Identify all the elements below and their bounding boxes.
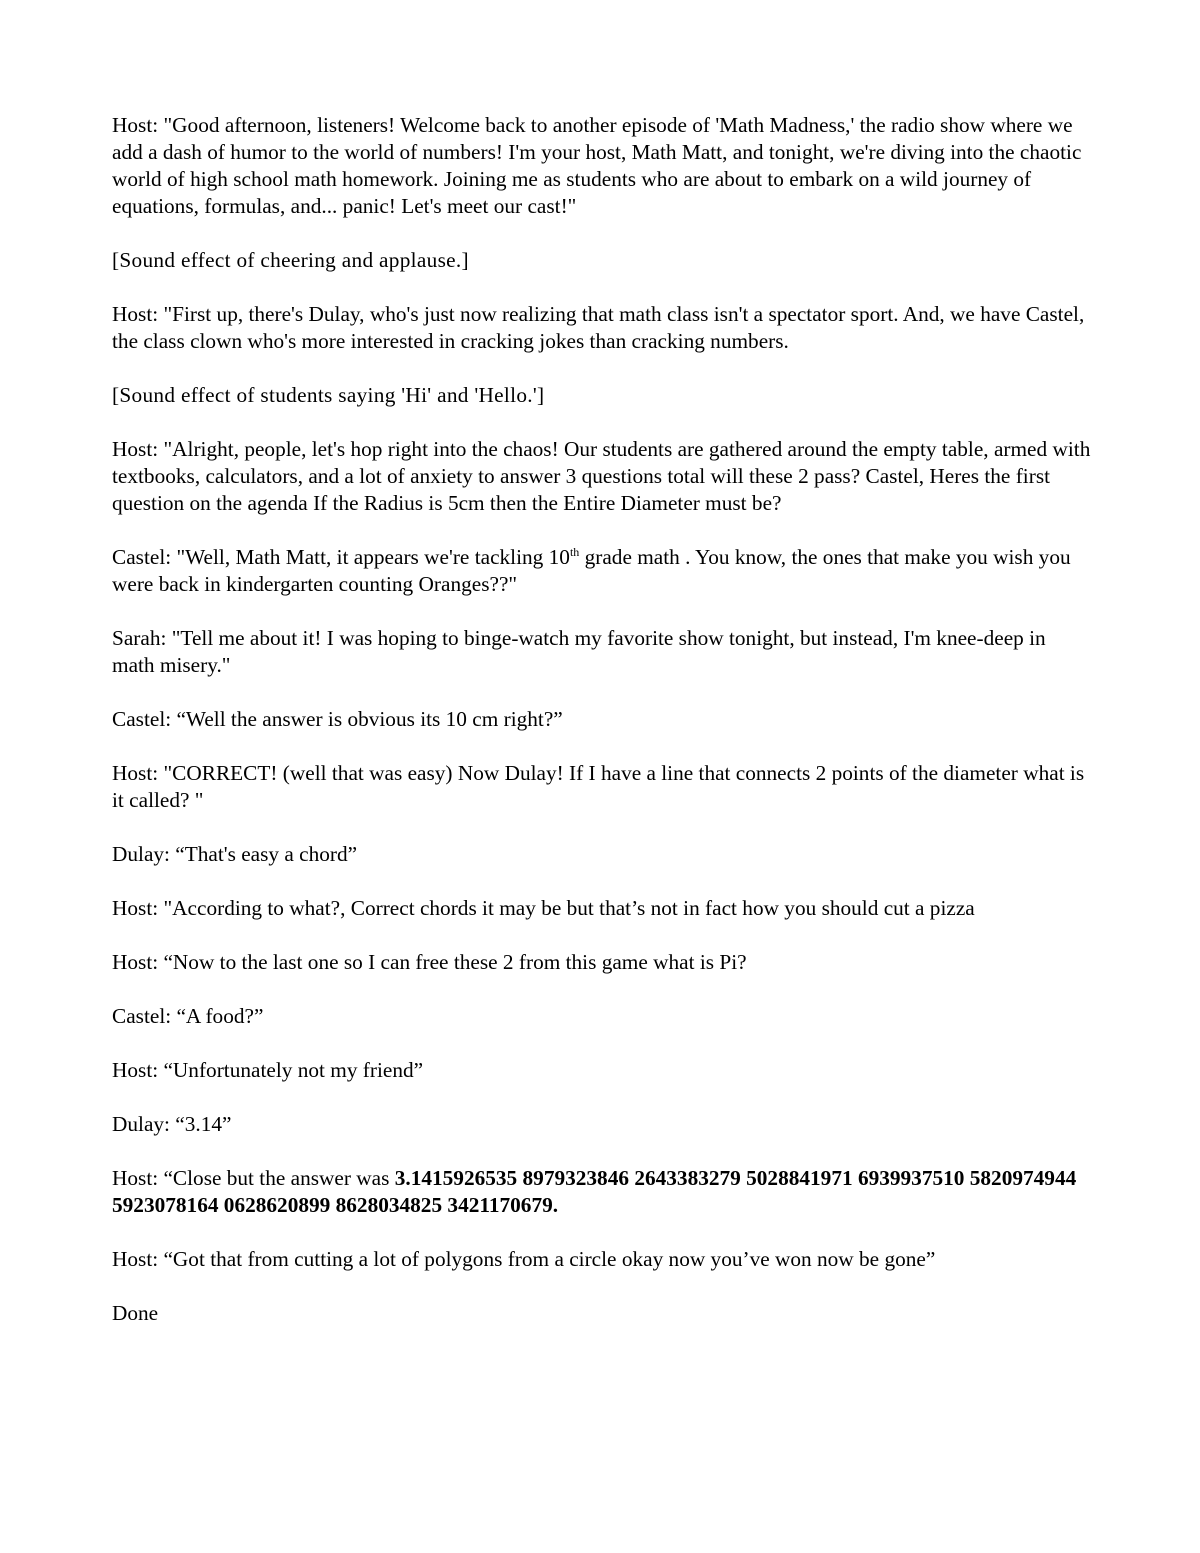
host-polygons: Host: “Got that from cutting a lot of polygons from a circle okay now you’ve won now be gone” <box>112 1247 936 1271</box>
dulay-314: Dulay: “3.14” <box>112 1112 232 1136</box>
done-text: Done <box>112 1301 159 1325</box>
intro-paragraph: Host: "Good afternoon, listeners! Welcome back to another episode of 'Math Madness,' the radio show where we add a dash of humor to the world of numbers! I'm your host, Math Matt, and tonight, we're diving into the chaotic world of high school math homework. Joining me as students who are about to embark on a wild journey of equations, formulas, and... panic! Let's meet our cast!" <box>112 113 1082 218</box>
castel-grade-before: Castel: "Well, Math Matt, it appears we're tackling 10 <box>112 545 570 569</box>
host-pizza: Host: "According to what?, Correct chords it may be but that’s not in fact how you should cut a pizza <box>112 896 975 920</box>
castel-answer: Castel: “Well the answer is obvious its 10 cm right?” <box>112 707 563 731</box>
pi-digits: 3.1415926535 8979323846 2643383279 5028841971 6939937510 5820974944 5923078164 0628620899 8628034825 3421170679. <box>112 1166 1077 1217</box>
sfx-cheering: [Sound effect of cheering and applause.] <box>112 248 469 272</box>
host-close-paragraph <box>112 1165 1092 1219</box>
host-cast-paragraph: Host: "First up, there's Dulay, who's just now realizing that math class isn't a spectator sport. And, we have Castel, the class clown who's more interested in cracking jokes than cracking numbers. <box>112 302 1085 353</box>
sarah-paragraph: Sarah: "Tell me about it! I was hoping to binge-watch my favorite show tonight, but instead, I'm knee-deep in math misery." <box>112 626 1046 677</box>
host-pi-question: Host: “Now to the last one so I can free these 2 from this game what is Pi? <box>112 950 747 974</box>
castel-grade-paragraph <box>112 544 1092 598</box>
host-close-lead: Host: “Close but the answer was <box>112 1166 395 1190</box>
ordinal-superscript: th <box>569 544 580 559</box>
sfx-students: [Sound effect of students saying 'Hi' and 'Hello.'] <box>112 383 545 407</box>
host-unfortunately: Host: “Unfortunately not my friend” <box>112 1058 424 1082</box>
castel-food: Castel: “A food?” <box>112 1004 264 1028</box>
castel-grade-after: grade math . You know, the ones that make you wish you were back in kindergarten counting Oranges??" <box>112 545 1071 596</box>
dulay-chord: Dulay: “That's easy a chord” <box>112 842 358 866</box>
document-page <box>112 112 1092 1354</box>
host-question-one: Host: "Alright, people, let's hop right into the chaos! Our students are gathered around the empty table, armed with textbooks, calculators, and a lot of anxiety to answer 3 questions total will these 2 pass? Castel, Heres the first question on the agenda If the Radius is 5cm then the Entire Diameter must be? <box>112 437 1091 515</box>
host-correct: Host: "CORRECT! (well that was easy) Now Dulay! If I have a line that connects 2 points of the diameter what is it called? " <box>112 761 1085 812</box>
